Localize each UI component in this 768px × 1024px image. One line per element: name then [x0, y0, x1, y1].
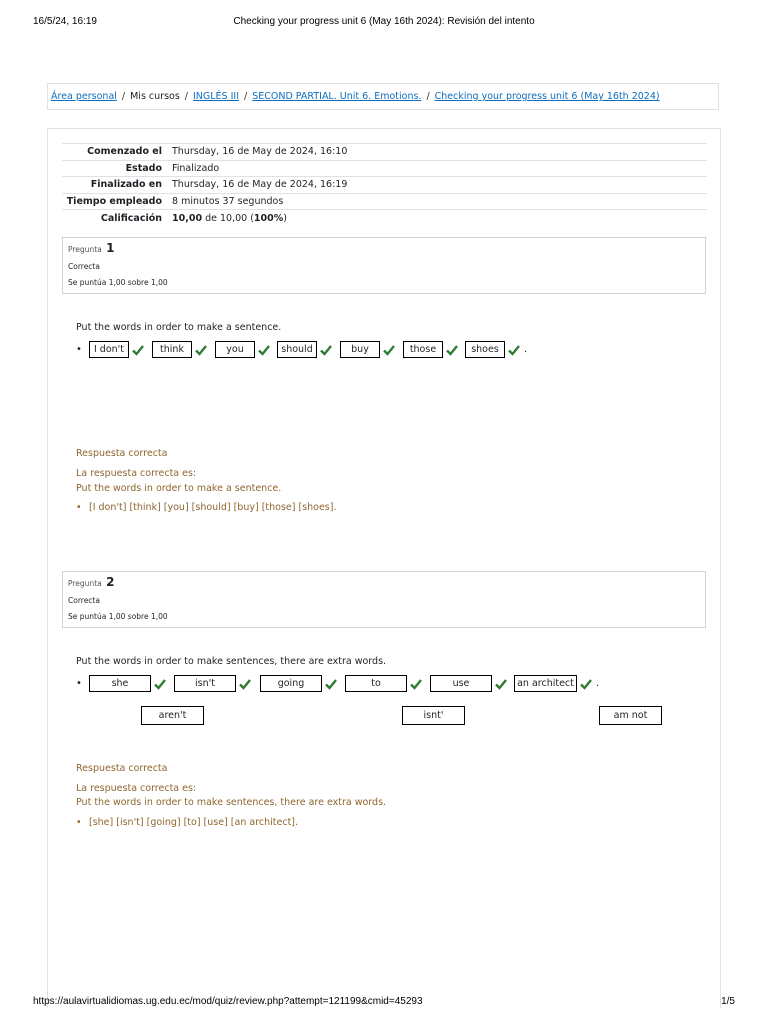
print-page-count: 1/5 [721, 996, 735, 1007]
check-icon [508, 344, 520, 356]
attempt-summary-table [62, 143, 707, 226]
answer-drop-box[interactable]: going [260, 675, 322, 692]
extra-word-drag-item[interactable]: aren't [141, 706, 204, 725]
print-page-title: Checking your progress unit 6 (May 16th 2024): Revisión del intento [233, 16, 535, 27]
answer-drop-box[interactable]: I don't [89, 341, 129, 358]
sentence-end-period: . [596, 678, 600, 689]
correct-answer-text: [she] [isn't] [going] [to] [use] [an architect]. [89, 817, 299, 828]
question-1-correct-label: La respuesta correcta es: [76, 468, 197, 479]
check-icon [258, 344, 270, 356]
check-icon [239, 678, 251, 690]
question-label: Pregunta [68, 579, 102, 588]
bullet: • [76, 817, 82, 828]
grade-of: de 10,00 ( [205, 212, 254, 224]
check-icon [410, 678, 422, 690]
check-icon [320, 344, 332, 356]
check-icon [132, 344, 144, 356]
answer-drop-box[interactable]: should [277, 341, 317, 358]
summary-value [168, 210, 707, 227]
check-icon [154, 678, 166, 690]
answer-drop-box[interactable]: buy [340, 341, 380, 358]
question-2-feedback-title: Respuesta correcta [76, 763, 168, 774]
summary-label: Estado [62, 160, 168, 177]
question-label: Pregunta [68, 245, 102, 254]
summary-value: Thursday, 16 de May de 2024, 16:19 [168, 177, 707, 194]
question-2-correct-label: La respuesta correcta es: [76, 783, 197, 794]
question-1-prompt: Put the words in order to make a sentence. [76, 322, 282, 333]
answer-drop-box[interactable]: use [430, 675, 492, 692]
answer-drop-box[interactable]: an architect [514, 675, 577, 692]
print-datetime: 16/5/24, 16:19 [33, 16, 97, 27]
summary-value: Finalizado [168, 160, 707, 177]
summary-row-started [62, 144, 707, 161]
summary-row-time-taken [62, 193, 707, 210]
extra-word-drag-item[interactable]: am not [599, 706, 662, 725]
breadcrumb-link-quiz[interactable]: Checking your progress unit 6 (May 16th 2024) [434, 91, 660, 102]
question-2-correct-prompt: Put the words in order to make sentences, there are extra words. [76, 797, 387, 808]
grade-close: ) [283, 212, 287, 224]
summary-row-state [62, 160, 707, 177]
summary-label: Finalizado en [62, 177, 168, 194]
question-state: Correcta [68, 596, 100, 605]
summary-row-completed [62, 177, 707, 194]
print-header [0, 16, 768, 30]
question-2-prompt: Put the words in order to make sentences, there are extra words. [76, 656, 387, 667]
answer-drop-box[interactable]: to [345, 675, 407, 692]
breadcrumb-separator: / [244, 91, 248, 102]
summary-label: Tiempo empleado [62, 193, 168, 210]
question-1-info [62, 237, 706, 294]
summary-value: Thursday, 16 de May de 2024, 16:10 [168, 144, 707, 161]
summary-label: Comenzado el [62, 144, 168, 161]
breadcrumb-separator: / [426, 91, 430, 102]
breadcrumb-link-second-partial[interactable]: SECOND PARTIAL. Unit 6. Emotions. [252, 91, 422, 102]
bullet: • [76, 502, 82, 513]
check-icon [195, 344, 207, 356]
question-number-value: 1 [106, 241, 115, 255]
summary-row-grade [62, 210, 707, 227]
question-grade: Se puntúa 1,00 sobre 1,00 [68, 278, 168, 287]
question-2-info [62, 571, 706, 628]
answer-drop-box[interactable]: think [152, 341, 192, 358]
breadcrumb-item-mis-cursos: Mis cursos [130, 91, 180, 102]
question-state: Correcta [68, 262, 100, 271]
answer-drop-box[interactable]: she [89, 675, 151, 692]
breadcrumb-link-ingles-iii[interactable]: INGLÉS III [192, 91, 240, 102]
correct-answer-text: [I don't] [think] [you] [should] [buy] [those] [shoes]. [89, 502, 337, 513]
summary-value: 8 minutos 37 segundos [168, 193, 707, 210]
check-icon [446, 344, 458, 356]
question-grade: Se puntúa 1,00 sobre 1,00 [68, 612, 168, 621]
question-number-value: 2 [106, 575, 115, 589]
question-number [68, 241, 114, 255]
print-url: https://aulavirtualidiomas.ug.edu.ec/mod/quiz/review.php?attempt=121199&cmid=45293 [33, 996, 423, 1007]
answer-drop-box[interactable]: those [403, 341, 443, 358]
question-1-correct-prompt: Put the words in order to make a sentence. [76, 483, 282, 494]
breadcrumb-separator: / [184, 91, 188, 102]
question-number [68, 575, 114, 589]
bullet: • [76, 678, 82, 689]
breadcrumb [47, 83, 719, 110]
answer-drop-box[interactable]: isn't [174, 675, 236, 692]
summary-label: Calificación [62, 210, 168, 227]
breadcrumb-separator: / [121, 91, 126, 102]
extra-word-drag-item[interactable]: isnt' [402, 706, 465, 725]
question-1-feedback-title: Respuesta correcta [76, 448, 168, 459]
grade-score: 10,00 [172, 212, 203, 224]
check-icon [580, 678, 592, 690]
print-footer [0, 996, 768, 1010]
breadcrumb-link-area-personal[interactable]: Área personal [51, 91, 117, 102]
check-icon [325, 678, 337, 690]
answer-drop-box[interactable]: you [215, 341, 255, 358]
sentence-end-period: . [524, 344, 528, 355]
check-icon [383, 344, 395, 356]
grade-percent: 100% [253, 212, 284, 224]
answer-drop-box[interactable]: shoes [465, 341, 505, 358]
check-icon [495, 678, 507, 690]
bullet: • [76, 344, 82, 355]
